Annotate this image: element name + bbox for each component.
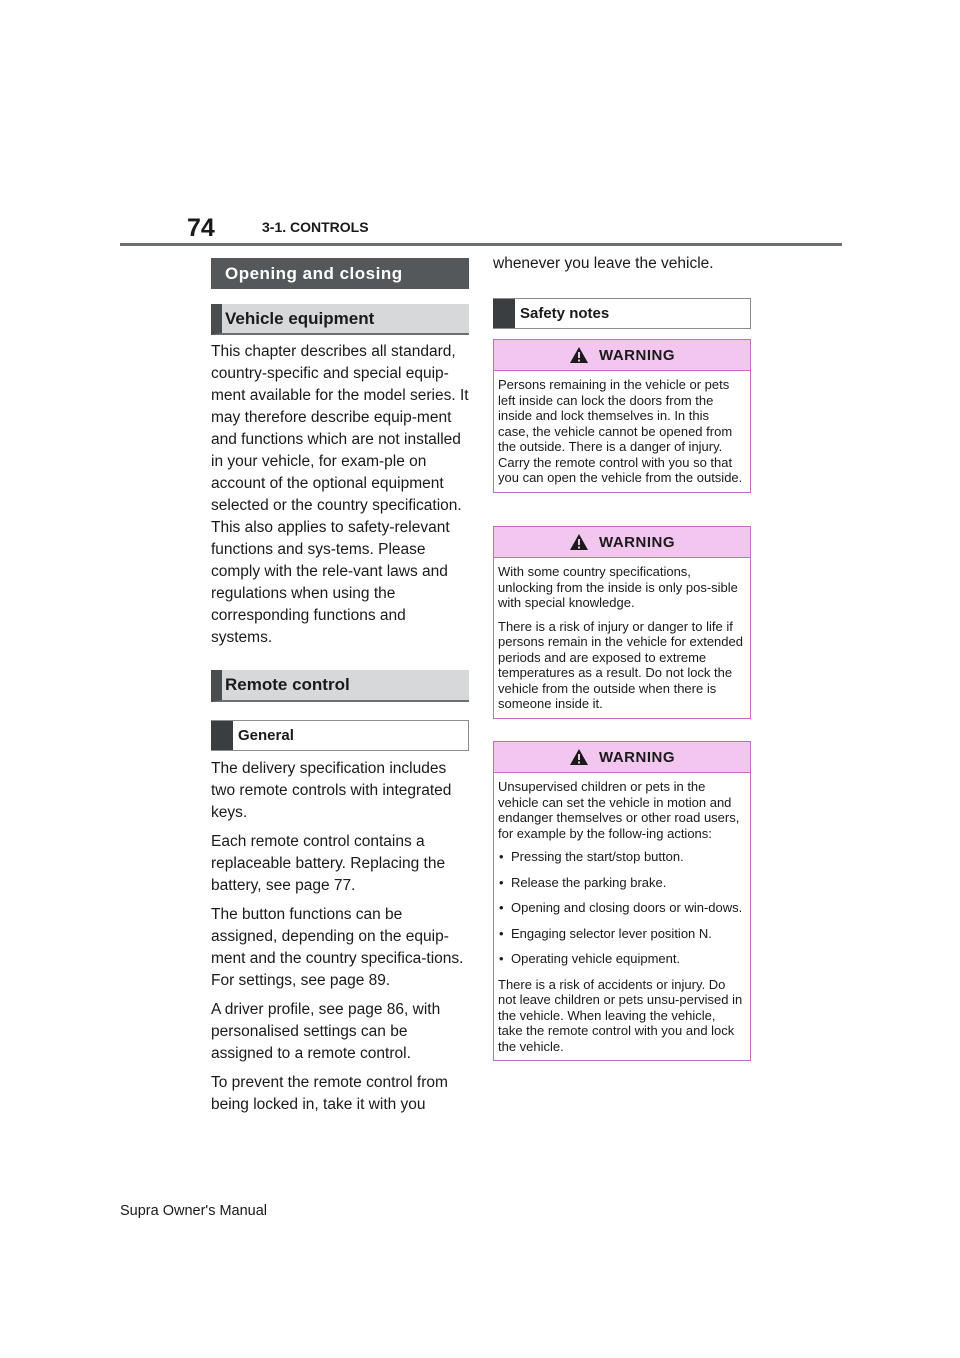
page-number: 74 bbox=[187, 214, 215, 242]
safety-notes-heading-text: Safety notes bbox=[520, 305, 610, 322]
warning-triangle-icon bbox=[569, 346, 589, 364]
vehicle-equipment-heading bbox=[211, 304, 469, 335]
warning-title: WARNING bbox=[599, 533, 675, 551]
vehicle-equipment-text bbox=[211, 341, 469, 656]
remote-control-paragraph: The button functions can be assigned, depending on the equip-ment and the country specifica-tions. For settings, see page 89. bbox=[211, 906, 464, 989]
warning-box bbox=[493, 526, 751, 719]
remote-control-paragraph: Each remote control contains a replaceable battery. Replacing the battery, see page 77. bbox=[211, 833, 446, 894]
vehicle-equipment-heading-text: Vehicle equipment bbox=[225, 308, 375, 328]
warning-paragraph: There is a risk of injury or danger to life if persons remain in the vehicle for extended periods and are exposed to extreme temperatures as a result. Do not lock the vehicle from the outside when there is someone inside it. bbox=[498, 618, 743, 711]
remote-control-paragraph: The delivery specification includes two remote controls with integrated keys. bbox=[211, 760, 452, 821]
warning-paragraph: With some country specifications, unlocking from the inside is only pos-sible with special knowledge. bbox=[498, 564, 738, 610]
warning-title: WARNING bbox=[599, 748, 675, 766]
warning-triangle-icon bbox=[569, 533, 589, 551]
warning-header bbox=[494, 527, 750, 558]
warning-triangle-icon bbox=[569, 748, 589, 766]
section-label: 3-1. CONTROLS bbox=[262, 219, 369, 235]
footer-text: Supra Owner's Manual bbox=[120, 1203, 268, 1219]
continuation-text: whenever you leave the vehicle. bbox=[493, 255, 714, 272]
remote-control-text bbox=[211, 758, 469, 1123]
safety-notes-heading bbox=[493, 298, 751, 329]
vehicle-equipment-paragraph: This chapter describes all standard, country-specific and special equip-ment available for the model series. It may therefore describe equip-ment and functions which are not installed in your vehicle, for exam-ple on account of the optional equipment selected or the country specification. This also applies to safety-relevant functions and sys-tems. Please comply with the rele-vant laws and regulations when using the corresponding functions and systems. bbox=[211, 343, 469, 646]
warning-box bbox=[493, 741, 751, 1061]
list-item: • Release the parking brake. bbox=[498, 875, 743, 891]
remote-control-paragraph: To prevent the remote control from being locked in, take it with you bbox=[211, 1074, 448, 1113]
warning-title: WARNING bbox=[599, 346, 675, 364]
warning-body bbox=[494, 773, 750, 1060]
warning-header bbox=[494, 340, 750, 371]
warning-paragraph: There is a risk of accidents or injury. Do not leave children or pets unsu-pervised in the vehicle. When leaving the vehicle, take the remote control with you and lock the vehicle. bbox=[498, 976, 743, 1054]
list-item: • Opening and closing doors or win-dows. bbox=[498, 900, 743, 916]
remote-control-heading bbox=[211, 670, 469, 702]
header-divider bbox=[120, 243, 842, 246]
remote-control-paragraph: A driver profile, see page 86, with personalised settings can be assigned to a remote control. bbox=[211, 1001, 441, 1062]
subheading-marker bbox=[211, 721, 233, 750]
warning-box bbox=[493, 339, 751, 493]
warning-list bbox=[498, 849, 743, 967]
warning-body bbox=[494, 371, 750, 492]
remote-control-heading-text: Remote control bbox=[225, 675, 350, 694]
warning-header bbox=[494, 742, 750, 773]
warning-paragraph: Persons remaining in the vehicle or pets left inside can lock the doors from the inside and lock themselves in. In this case, the vehicle cannot be opened from the outside. There is a danger of injury. Carry the remote control with you so that you can open the vehicle from the outside. bbox=[498, 377, 743, 485]
general-subheading bbox=[211, 720, 469, 751]
warning-paragraph: Unsupervised children or pets in the vehicle can set the vehicle in motion and endanger themselves or other road users, for example by the follow-ing actions: bbox=[498, 779, 740, 841]
chapter-heading-text: Opening and closing bbox=[225, 263, 403, 283]
warning-body bbox=[494, 558, 750, 718]
general-subheading-text: General bbox=[238, 727, 294, 744]
subheading-marker bbox=[493, 299, 515, 328]
chapter-heading bbox=[211, 258, 469, 289]
list-item: • Operating vehicle equipment. bbox=[498, 951, 743, 967]
list-item: • Engaging selector lever position N. bbox=[498, 926, 743, 942]
list-item: • Pressing the start/stop button. bbox=[498, 849, 743, 865]
